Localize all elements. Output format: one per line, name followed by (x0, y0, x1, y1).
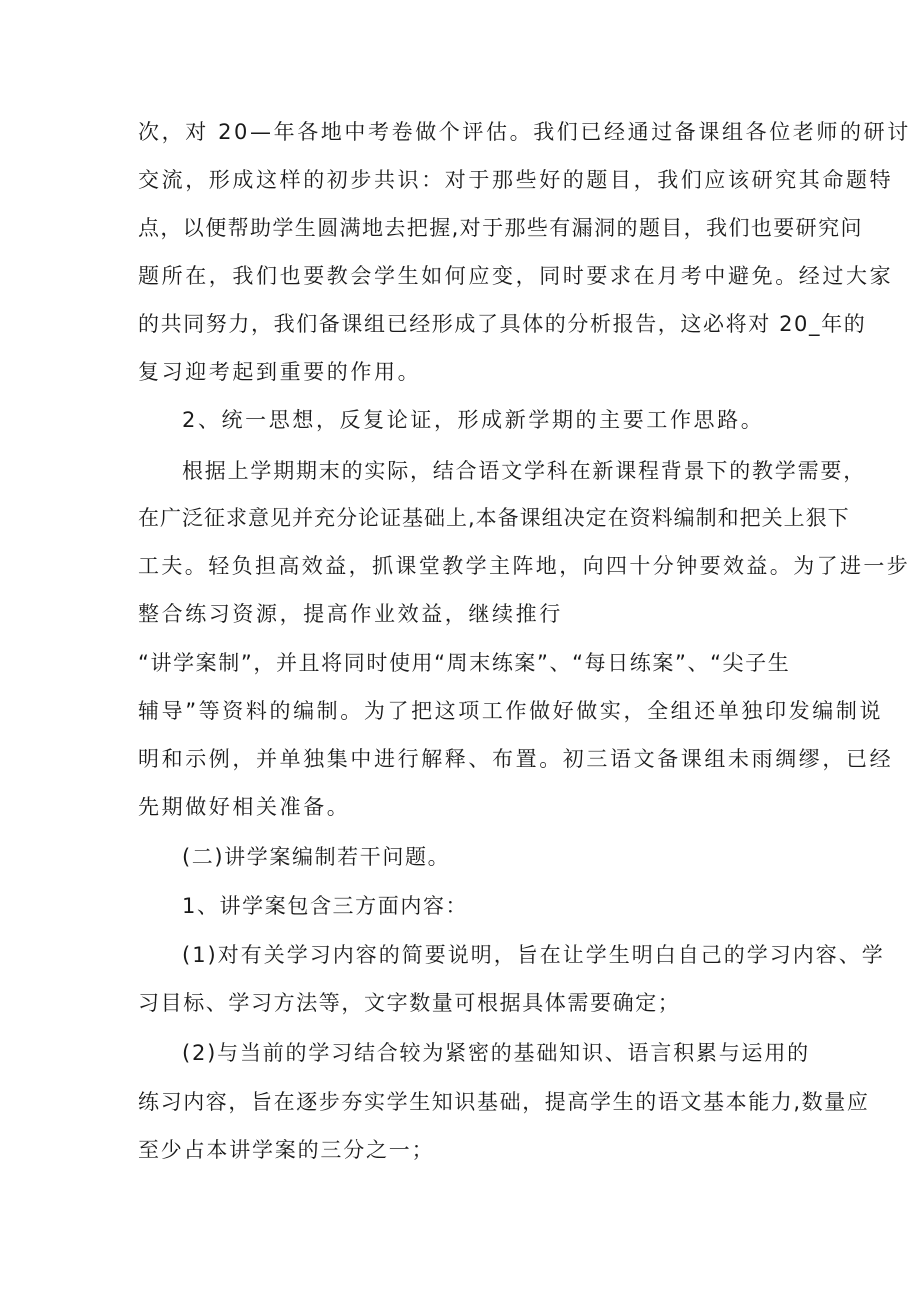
paragraph-line: “讲学案制”，并且将同时使用“周末练案”、“每日练案”、“尖子生 (138, 651, 791, 675)
paragraph-line: 工夫。轻负担高效益，抓课堂教学主阵地，向四十分钟要效益。为了进一步 (138, 554, 911, 578)
paragraph-line: 复习迎考起到重要的作用。 (138, 360, 422, 384)
list-item-2-line: 至少占本讲学案的三分之一； (138, 1138, 435, 1162)
list-heading: 1、讲学案包含三方面内容： (182, 894, 469, 918)
paragraph-line: 整合练习资源，提高作业效益，继续推行 (138, 602, 563, 626)
paragraph-line: 的共同努力，我们备课组已经形成了具体的分析报告，这必将对 20_年的 (138, 312, 867, 336)
paragraph-line: 先期做好相关准备。 (138, 795, 351, 819)
paragraph-line: 点，以便帮助学生圆满地去把握,对于那些有漏洞的题目，我们也要研究问 (138, 216, 863, 240)
list-item-1-line: 习目标、学习方法等，文字数量可根据具体需要确定； (138, 991, 681, 1015)
paragraph-line: 题所在，我们也要教会学生如何应变，同时要求在月考中避免。经过大家 (138, 264, 894, 288)
paragraph-line: 交流，形成这样的初步共识：对于那些好的题目，我们应该研究其命题特 (138, 168, 894, 192)
list-item-2-line: (2)与当前的学习结合较为紧密的基础知识、语言积累与运用的 (182, 1041, 810, 1065)
list-item-1-line: (1)对有关学习内容的简要说明，旨在让学生明白自己的学习内容、学 (182, 943, 885, 967)
list-item-2-line: 练习内容，旨在逐步夯实学生知识基础，提高学生的语文基本能力,数量应 (138, 1090, 870, 1114)
paragraph-line: 次，对 20—年各地中考卷做个评估。我们已经通过备课组各位老师的研讨 (138, 120, 911, 144)
subsection-heading: (二)讲学案编制若干问题。 (182, 845, 451, 869)
paragraph-line: 辅导”等资料的编制。为了把这项工作做好做实，全组还单独印发编制说 (138, 699, 884, 723)
section-heading-2: 2、统一思想，反复论证，形成新学期的主要工作思路。 (182, 408, 765, 432)
paragraph-line: 在广泛征求意见并充分论证基础上,本备课组决定在资料编制和把关上狠下 (138, 506, 850, 530)
paragraph-line: 根据上学期期末的实际，结合语文学科在新课程背景下的教学需要， (182, 459, 866, 483)
paragraph-line: 明和示例，并单独集中进行解释、布置。初三语文备课组未雨绸缪，已经 (138, 747, 894, 771)
